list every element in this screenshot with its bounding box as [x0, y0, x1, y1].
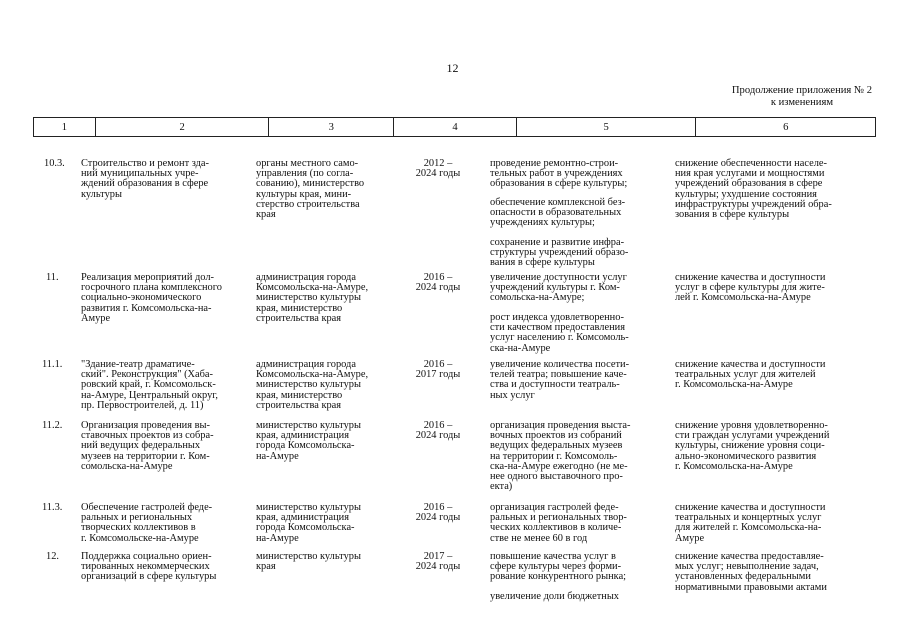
consequence: снижение уровня удовлетворенно- сти граждан услугами учреждений культуры, снижение уровня соци- ально-экономического развития г. Комсомольска-на-Амуре	[675, 420, 830, 472]
executor: администрация города Комсомольска-на-Амуре, министерство культуры края, министерство строительства края	[256, 272, 369, 324]
header-col-3: 3	[269, 118, 394, 136]
period: 2016 – 2024 годы	[415, 502, 461, 524]
consequence: снижение обеспеченности населе- ния края услугами и мощностями учреждений образования в сфере культуры; ухудшение состояния инфраструктуры учреждений обра- зования в сфере культуры	[675, 158, 832, 221]
executor: администрация города Комсомольска-на-Амуре, министерство культуры края, министерство строительства края	[256, 359, 369, 411]
period: 2016 – 2024 годы	[415, 272, 461, 294]
consequence: снижение качества предоставляе- мых услуг; невыполнение задач, установленных федеральными нормативными правовыми актами	[675, 551, 827, 593]
row-number: 11.	[46, 272, 59, 283]
row-number: 12.	[46, 551, 59, 562]
result: сохранение и развитие инфра- структуры учреждений образо- вания в сфере культуры	[490, 237, 629, 269]
executor: министерство культуры края	[256, 551, 361, 573]
period: 2016 – 2024 годы	[415, 420, 461, 442]
period: 2017 – 2024 годы	[415, 551, 461, 573]
measure-title: Строительство и ремонт зда- ний муниципальных учре- ждений образования в сфере культуры	[81, 158, 209, 200]
consequence: снижение качества и доступности театральных услуг для жителей г. Комсомольска-на-Амуре	[675, 359, 826, 391]
result: увеличение доли бюджетных	[490, 591, 619, 602]
measure-title: Поддержка социально ориен- тированных некоммерческих организаций в сфере культуры	[81, 551, 217, 583]
header-col-4: 4	[394, 118, 517, 136]
period: 2012 – 2024 годы	[415, 158, 461, 180]
executor: министерство культуры края, администрация города Комсомольска- на-Амуре	[256, 420, 361, 462]
row-number: 11.2.	[42, 420, 63, 431]
result: организация гастролей феде- ральных и региональных твор- ческих коллективов в количе- стве не менее 60 в год	[490, 502, 627, 544]
header-col-6: 6	[783, 121, 789, 133]
result: увеличение доступности услуг учреждений культуры г. Ком- сомольска-на-Амуре;	[490, 272, 627, 304]
consequence: снижение качества и доступности театральных и концертных услуг для жителей г. Комсомольска-на- Амуре	[675, 502, 826, 544]
continuation-line-1: Продолжение приложения № 2	[731, 85, 872, 96]
header-col-1: 1	[34, 118, 96, 136]
measure-title: Обеспечение гастролей феде- ральных и региональных творческих коллективов в г. Комсомольске-на-Амуре	[81, 502, 213, 544]
result: обеспечение комплексной без- опасности в образовательных учреждениях культуры;	[490, 197, 626, 229]
result: рост индекса удовлетворенно- сти качеством предоставления услуг населению г. Комсомоль- ска-на-Амуре	[490, 312, 629, 354]
header-col-5: 5	[517, 118, 697, 136]
measure-title: "Здание-театр драматиче- ский". Реконструкция" (Хаба- ровский край, г. Комсомольск- на-Амуре, Центральный округ, пр. Первостроителей, д. 11)	[81, 359, 218, 411]
result: повышение качества услуг в сфере культуры через форми- рование конкурентного рынка;	[490, 551, 627, 583]
result: организация проведения выста- вочных проектов из собраний ведущих федеральных музеев на территории г. Комсомоль- ска-на-Амуре ежегодно (не ме- нее одного выставочного про- екта)	[490, 420, 631, 493]
continuation-line-2: к изменениям	[770, 97, 834, 108]
header-col-2: 2	[96, 118, 270, 136]
executor: министерство культуры края, администрация города Комсомольска- на-Амуре	[256, 502, 361, 544]
measure-title: Реализация мероприятий дол- госрочного плана комплексного социально-экономического развития г. Комсомольска-на- Амуре	[81, 272, 222, 324]
row-number: 10.3.	[44, 158, 65, 169]
consequence: снижение качества и доступности услуг в сфере культуры для жите- лей г. Комсомольска-на-Амуре	[675, 272, 826, 304]
table-header	[33, 117, 876, 137]
result: увеличение количества посети- телей театра; повышение каче- ства и доступности театраль- ных услуг	[490, 359, 630, 401]
measure-title: Организация проведения вы- ставочных проектов из собра- ний ведущих федеральных музеев на территории г. Ком- сомольска-на-Амуре	[81, 420, 214, 472]
executor: органы местного само- управления (по согла- сованию), министерство культуры края, мини- стерство строительства края	[256, 158, 365, 221]
row-number: 11.1.	[42, 359, 63, 370]
continuation-note	[732, 85, 872, 109]
row-number: 11.3.	[42, 502, 63, 513]
period: 2016 – 2017 годы	[415, 359, 461, 381]
result: проведение ремонтно-строи- тельных работ в учреждениях образования в сфере культуры;	[490, 158, 628, 190]
page-number: 12	[446, 61, 459, 75]
